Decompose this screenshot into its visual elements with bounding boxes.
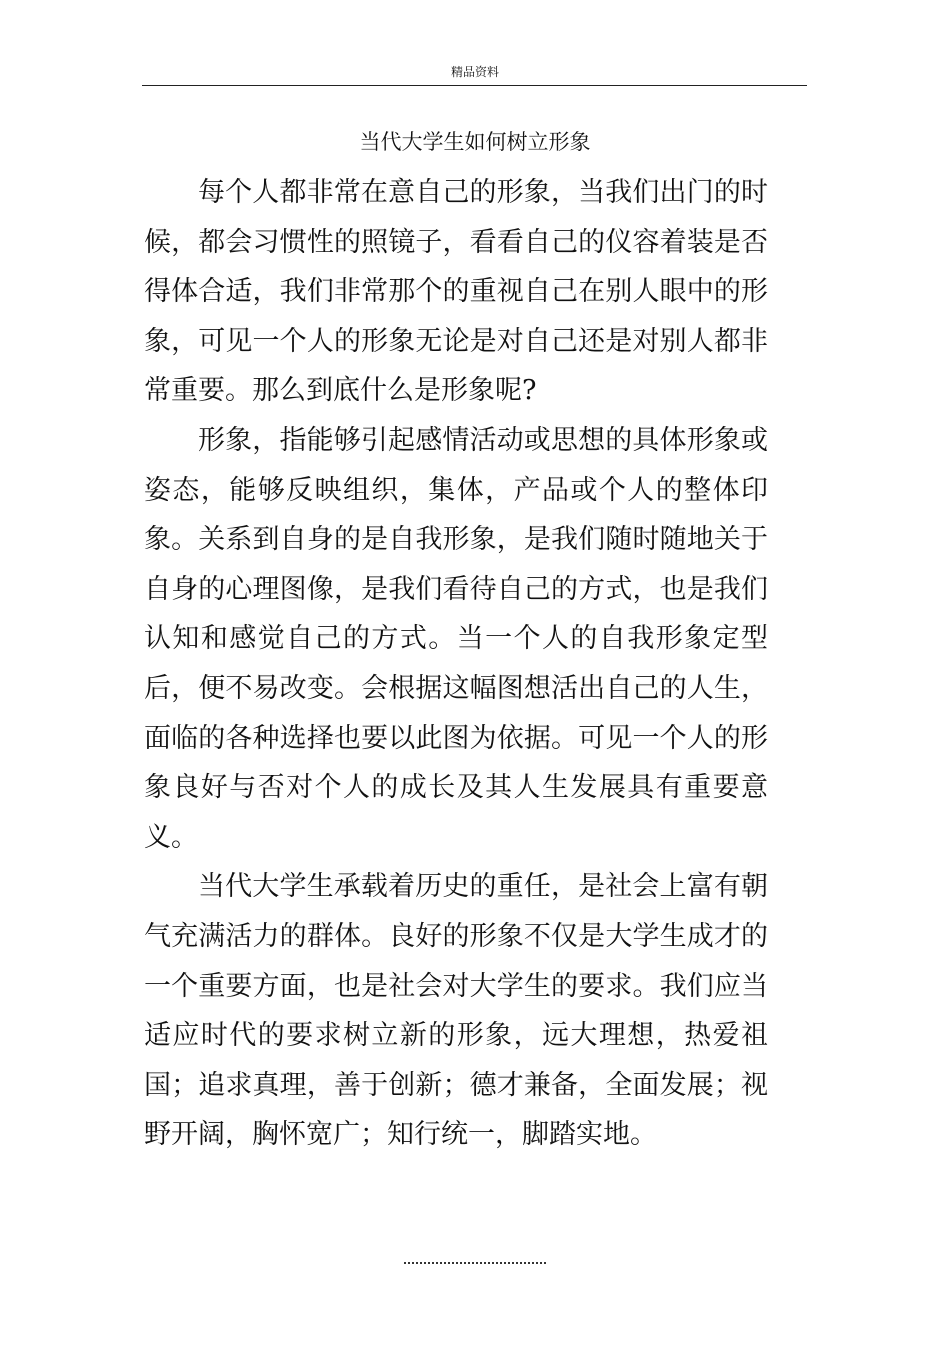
header-divider: [142, 85, 807, 86]
header-label: 精品资料: [450, 65, 499, 79]
document-title: 当代大学生如何树立形象: [359, 130, 591, 154]
footer-dotted-divider: [404, 1262, 546, 1264]
paragraph-2: 形象，指能够引起感情活动或思想的具体形象或姿态，能够反映组织，集体，产品或个人的整体印象。关系到自身的是自我形象，是我们随时随地关于自身的心理图像，是我们看待自己的方式，也是我们认知和感觉自己的方式。当一个人的自我形象定型后，便不易改变。会根据这幅图想活出自己的人生，面临的各种选择也要以此图为依据。可见一个人的形象良好与否对个人的成长及其人生发展具有重要意义。: [144, 424, 768, 853]
paragraph-3: 当代大学生承载着历史的重任，是社会上富有朝气充满活力的群体。良好的形象不仅是大学生成才的一个重要方面，也是社会对大学生的要求。我们应当适应时代的要求树立新的形象，远大理想，热爱祖国；追求真理，善于创新；德才兼备，全面发展；视野开阔，胸怀宽广；知行统一，脚踏实地。: [144, 871, 768, 1151]
document-body: [144, 168, 768, 1160]
paragraph-1: 每个人都非常在意自己的形象，当我们出门的时候，都会习惯性的照镜子，看看自己的仪容着装是否得体合适，我们非常那个的重视自己在别人眼中的形象，可见一个人的形象无论是对自己还是对别人都非常重要。那么到底什么是形象呢?: [144, 177, 768, 407]
